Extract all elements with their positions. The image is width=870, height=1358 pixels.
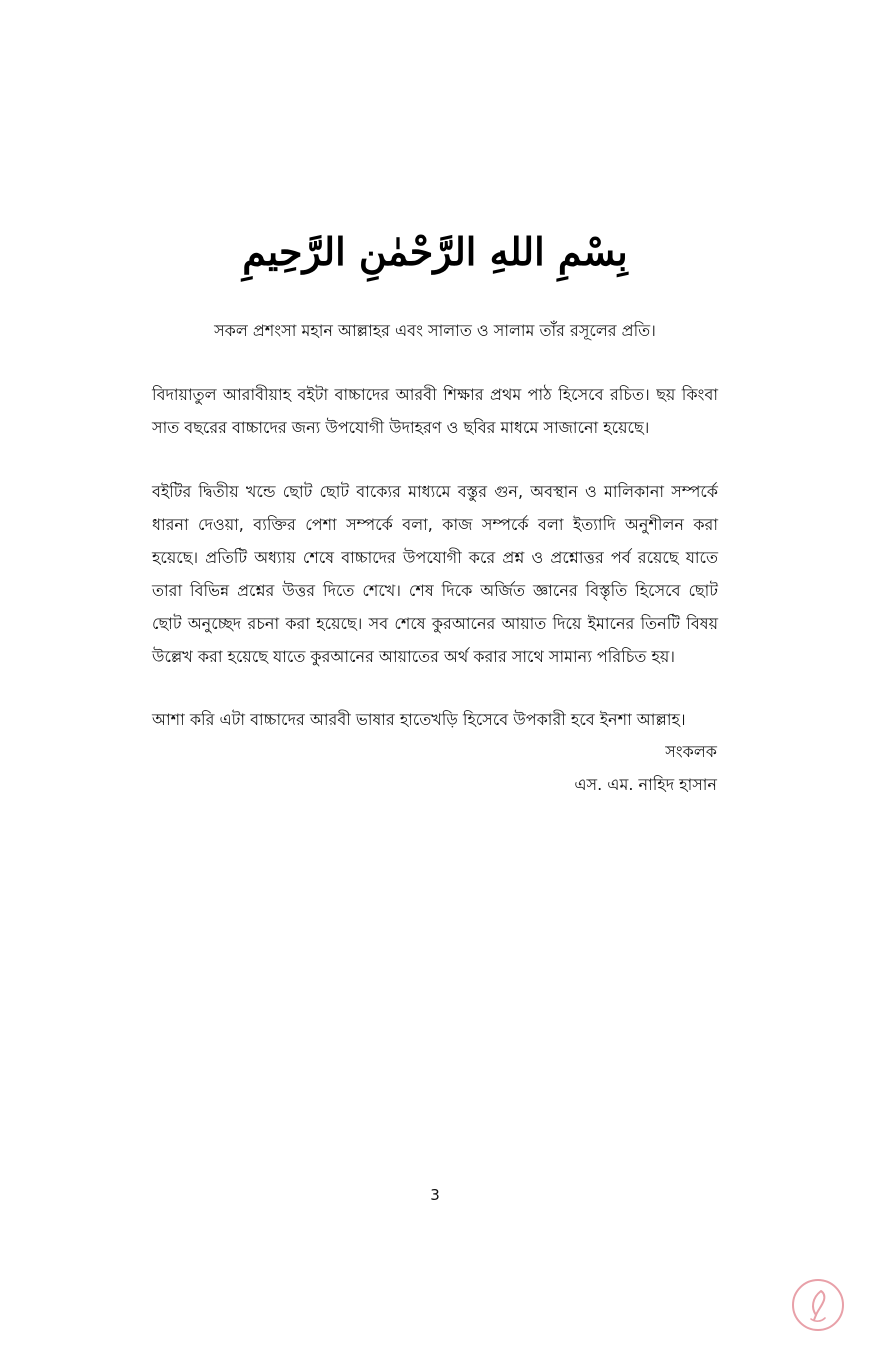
paragraph-contents: বইটির দ্বিতীয় খন্ডে ছোট ছোট বাক্যের মাধ্যমে বস্তুর গুন, অবস্থান ও মালিকানা সম্পর্কে ধারনা দেওয়া, ব্যক্তির পেশা সম্পর্কে বলা, কাজ সম্পর্কে বলা ইত্যাদি অনুশীলন করা হয়েছে। প্রতিটি অধ্যায় শেষে বাচ্চাদের উপযোগী করে প্রশ্ন ও প্রশ্নোত্তর পর্ব রয়েছে যাতে তারা বিভিন্ন প্রশ্নের উত্তর দিতে শেখে। শেষ দিকে অর্জিত জ্ঞানের বিস্তৃতি হিসেবে ছোট ছোট অনুচ্ছেদ রচনা করা হয়েছে। সব শেষে কুরআনের আয়াত দিয়ে ইমানের তিনটি বিষয় উল্লেখ করা হয়েছে যাতে কুরআনের আয়াতের অর্থ করার সাথে সামান্য পরিচিত হয়। xyxy=(152,482,718,666)
quill-logo-icon xyxy=(791,1278,845,1332)
bismillah-heading: بِسْمِ اللهِ الرَّحْمٰنِ الرَّحِيمِ xyxy=(242,229,628,274)
page-number: 3 xyxy=(430,1186,440,1204)
paragraph-intro: বিদায়াতুল আরাবীয়াহ বইটা বাচ্চাদের আরবী শিক্ষার প্রথম পাঠ হিসেবে রচিত। ছয় কিংবা সাত বছরের বাচ্চাদের জন্য উপযোগী উদাহরণ ও ছবির মাধমে সাজানো হয়েছে। xyxy=(152,385,718,437)
praise-line: সকল প্রশংসা মহান আল্লাহর এবং সালাত ও সালাম তাঁর রসূলের প্রতি। xyxy=(214,321,656,340)
paragraph-closing: আশা করি এটা বাচ্চাদের আরবী ভাষার হাতেখড়ি হিসেবে উপকারী হবে ইনশা আল্লাহ। xyxy=(152,710,686,729)
signature-title: সংকলক xyxy=(665,742,717,761)
signature-name: এস. এম. নাহিদ হাসান xyxy=(574,775,717,794)
